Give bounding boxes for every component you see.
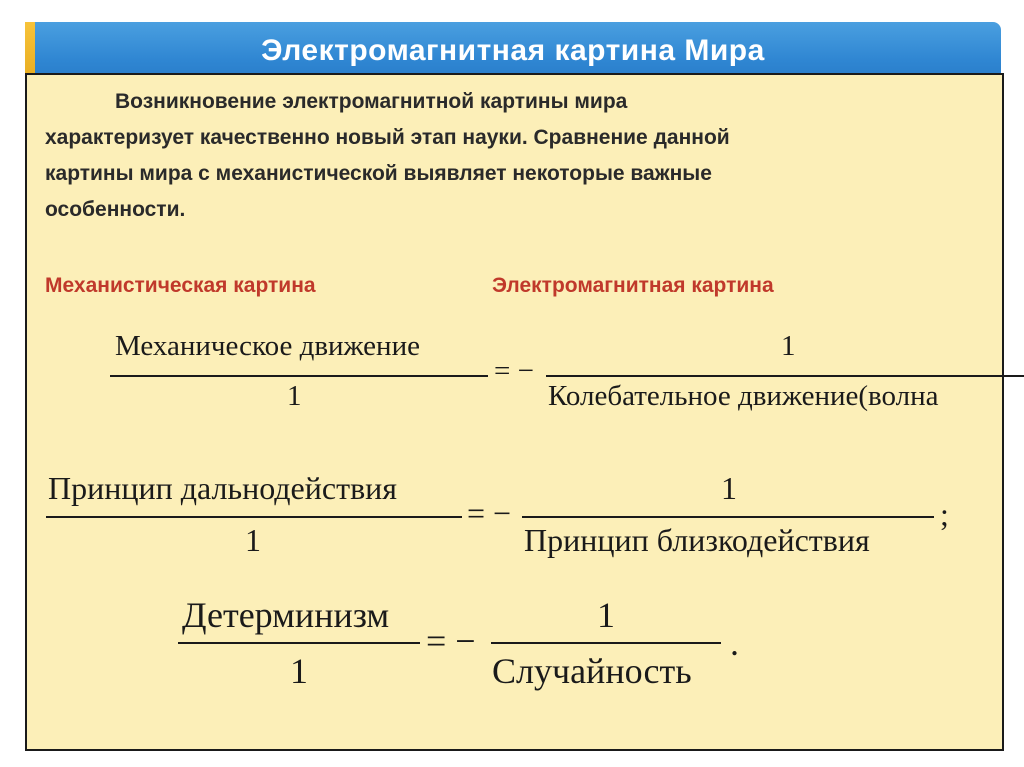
formula-1-fraction-bar-right	[546, 375, 1024, 377]
intro-line: особенности.	[45, 198, 186, 221]
intro-line: картины мира с механистической выявляет некоторые важные	[45, 162, 712, 185]
formula-1-fraction-bar-left	[110, 375, 488, 377]
slide-title: Электромагнитная картина Мира	[261, 34, 765, 67]
bottom-margin	[0, 751, 1024, 767]
formula-3-numerator-right: 1	[597, 595, 615, 635]
formula-2-fraction-bar-left	[46, 516, 462, 518]
formula-3-numerator-left: Детерминизм	[182, 595, 390, 635]
formula-3-fraction-bar-left	[178, 642, 420, 644]
formula-2-numerator-left: Принцип дальнодействия	[48, 470, 398, 506]
formula-3-operator: = −	[426, 621, 476, 661]
intro-line: Возникновение электромагнитной картины мира	[115, 90, 628, 113]
label-electromagnetic: Электромагнитная картина	[492, 274, 774, 297]
formula-3-trail: .	[730, 623, 739, 663]
formula-3-fraction-bar-right	[491, 642, 721, 644]
intro-paragraph	[45, 84, 975, 228]
formula-2-denominator-right: Принцип близкодействия	[524, 522, 870, 558]
formula-2-fraction-bar-right	[522, 516, 934, 518]
formula-2-denominator-left: 1	[245, 522, 261, 558]
formula-1-operator: = −	[494, 355, 534, 387]
formula-1-denominator-right: Колебательное движение(волна	[548, 380, 939, 412]
formula-2-trail: ;	[940, 496, 949, 532]
formula-1-numerator-left: Механическое движение	[115, 330, 420, 362]
formula-2-numerator-right: 1	[721, 470, 737, 506]
formula-1-denominator-left: 1	[287, 380, 302, 412]
formula-3-denominator-left: 1	[290, 651, 308, 691]
intro-line: характеризует качественно новый этап науки. Сравнение данной	[45, 126, 730, 149]
formula-1-numerator-right: 1	[781, 330, 796, 362]
label-mechanistic: Механистическая картина	[45, 274, 316, 297]
formula-2-operator: = −	[467, 495, 512, 531]
formula-3-denominator-right: Случайность	[492, 651, 692, 691]
